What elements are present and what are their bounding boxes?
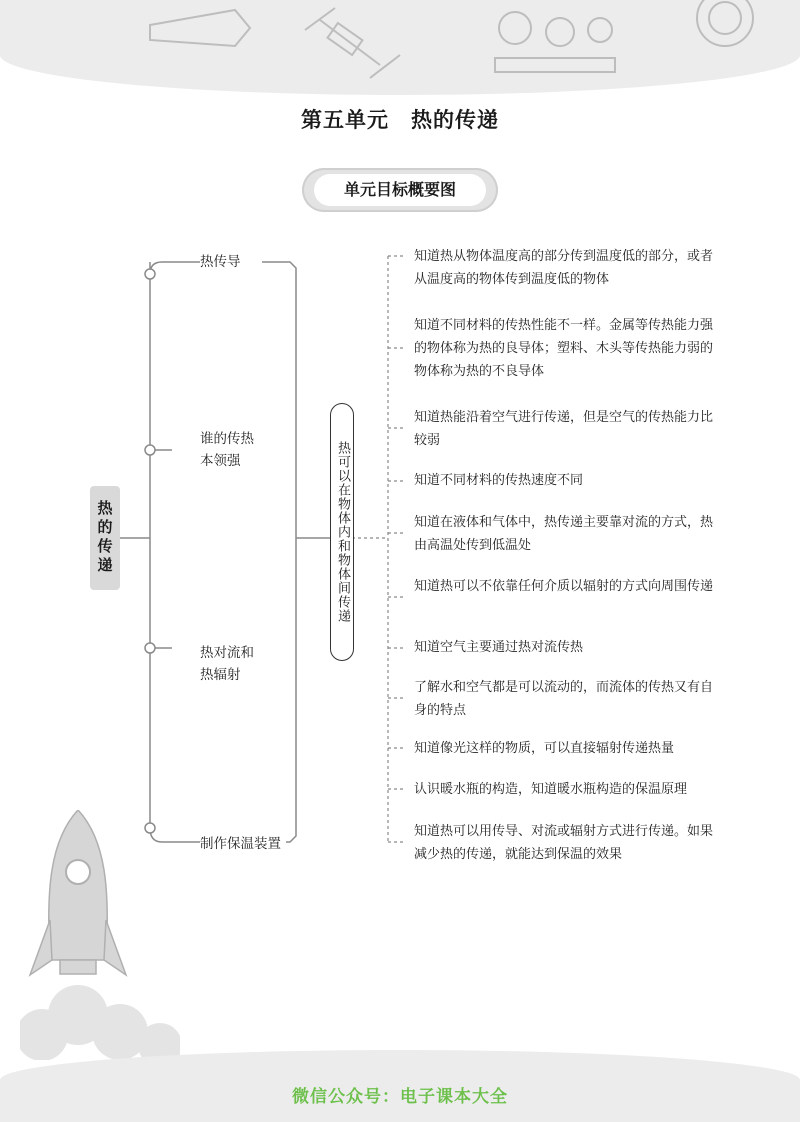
branch-node-1 — [145, 269, 155, 279]
goal-item: 知道在液体和气体中，热传递主要靠对流的方式，热由高温处传到低温处 — [414, 515, 714, 553]
page-title: 第五单元 热的传递 — [301, 107, 499, 132]
branch-heat-conduction: 热传导 — [200, 254, 241, 270]
mindmap-root: 热的传递 — [90, 486, 120, 590]
goal-item: 知道空气主要通过热对流传热 — [414, 640, 584, 655]
goal-item: 知道热从物体温度高的部分传到温度低的部分，或者从温度高的物体传到温度低的物体 — [414, 249, 714, 287]
section-heading: 单元目标概要图 — [314, 174, 486, 206]
goal-item: 知道不同材料的传热速度不同 — [414, 473, 584, 488]
branch-heat-transfer-ability: 谁的传热 本领强 — [200, 431, 254, 469]
goal-item: 了解水和空气都是可以流动的，而流体的传热又有自身的特点 — [414, 680, 714, 718]
branch-node-2 — [145, 445, 155, 455]
goal-item: 知道不同材料的传热性能不一样。金属等传热能力强的物体称为热的良导体；塑料、木头等传热能力弱的物体称为热的不良导体 — [414, 318, 714, 379]
goal-item: 知道热可以不依靠任何介质以辐射的方式向周围传递 — [414, 579, 714, 594]
branch-node-3 — [145, 643, 155, 653]
watermark-text: 微信公众号：电子课本大全 — [292, 1087, 508, 1107]
branch-convection-radiation: 热对流和 热辐射 — [200, 645, 254, 683]
branch-insulation-device: 制作保温装置 — [200, 836, 281, 852]
goal-item: 知道像光这样的物质，可以直接辐射传递热量 — [414, 741, 675, 756]
goal-item: 知道热可以用传导、对流或辐射方式进行传递。如果减少热的传递，就能达到保温的效果 — [414, 824, 714, 862]
goal-item: 知道热能沿着空气进行传递，但是空气的传热能力比较弱 — [414, 410, 714, 448]
rocket-illustration — [20, 810, 180, 1060]
goal-item: 认识暖水瓶的构造，知道暖水瓶构造的保温原理 — [414, 782, 688, 797]
mindmap-center-concept: 热可以在物体内和物体间传递 — [330, 403, 354, 661]
